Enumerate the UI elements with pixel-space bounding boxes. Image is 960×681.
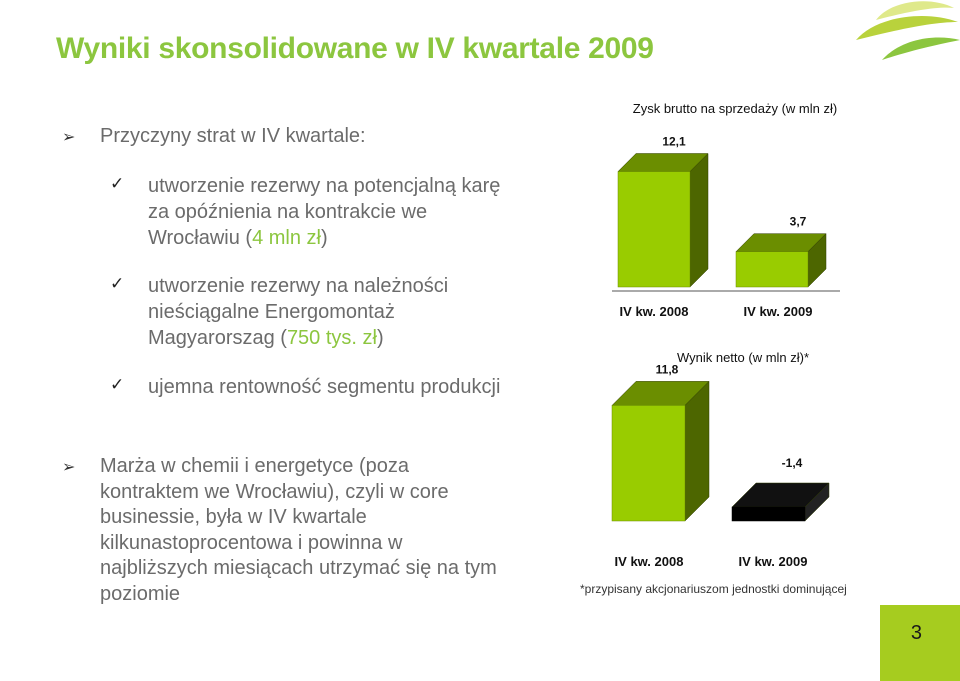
bar — [612, 405, 685, 521]
sub-bullet-line: za opóźnienia na kontrakcie we — [148, 201, 428, 223]
sub-bullet-line: ujemna rentowność segmentu produkcji — [148, 376, 501, 398]
sub-bullet-line: utworzenie rezerwy na należności — [148, 275, 449, 297]
bar-side-face — [690, 154, 708, 288]
checkmark-icon: ✓ — [110, 274, 125, 294]
charts-area — [560, 88, 880, 588]
bar — [736, 252, 808, 287]
checkmark-icon: ✓ — [110, 375, 125, 395]
checkmark-icon: ✓ — [110, 174, 125, 194]
bar — [618, 172, 690, 288]
bullet-margin-line: najbliższych miesiącach utrzymać się na tym — [100, 557, 497, 579]
data-label: 11,8 — [655, 362, 679, 377]
category-label: IV kw. 2008 — [614, 554, 684, 569]
sub-bullet-line: Magyarorszag (750 tys. zł) — [148, 327, 384, 349]
page-number: 3 — [910, 622, 922, 644]
page-number-box — [880, 605, 960, 681]
bullet-margin-line: kilkunastoprocentowa i powinna w — [100, 531, 403, 554]
sub-bullet-line: nieściągalne Energomontaż — [148, 301, 395, 323]
chart-title: Zysk brutto na sprzedaży (w mln zł) — [632, 101, 838, 116]
highlight-amount: 750 tys. zł — [286, 327, 377, 349]
highlight-amount: 4 mln zł — [252, 227, 321, 249]
page-title: Wyniki skonsolidowane w IV kwartale 2009 — [56, 32, 654, 65]
company-logo-icon — [836, 0, 960, 70]
bar — [732, 507, 805, 521]
chart-title: Wynik netto (w mln zł)* — [676, 350, 810, 365]
data-label: 12,1 — [662, 134, 686, 149]
category-label: IV kw. 2009 — [743, 304, 813, 319]
bullet-margin-line: businessie, była w IV kwartale — [100, 506, 367, 528]
arrow-bullet-icon: ➢ — [62, 457, 76, 476]
bullet-margin-line: poziomie — [100, 582, 181, 605]
sub-bullet-line: Wrocławiu (4 mln zł) — [148, 227, 328, 249]
category-label: IV kw. 2009 — [738, 554, 808, 569]
sub-bullet-line: utworzenie rezerwy na potencjalną karę — [148, 175, 501, 197]
bullet-margin-line: kontraktem we Wrocławiu), czyli w core — [100, 480, 449, 503]
data-label: 3,7 — [789, 214, 807, 229]
footnote: *przypisany akcjonariuszom jednostki dominującej — [580, 582, 847, 596]
data-label: -1,4 — [781, 456, 803, 470]
bar-side-face — [685, 381, 709, 521]
arrow-bullet-icon: ➢ — [62, 127, 76, 146]
bullet-margin-line: Marża w chemii i energetyce (poza — [100, 455, 410, 477]
bullet-causes-text: Przyczyny strat w IV kwartale: — [100, 125, 366, 147]
category-label: IV kw. 2008 — [619, 304, 689, 319]
